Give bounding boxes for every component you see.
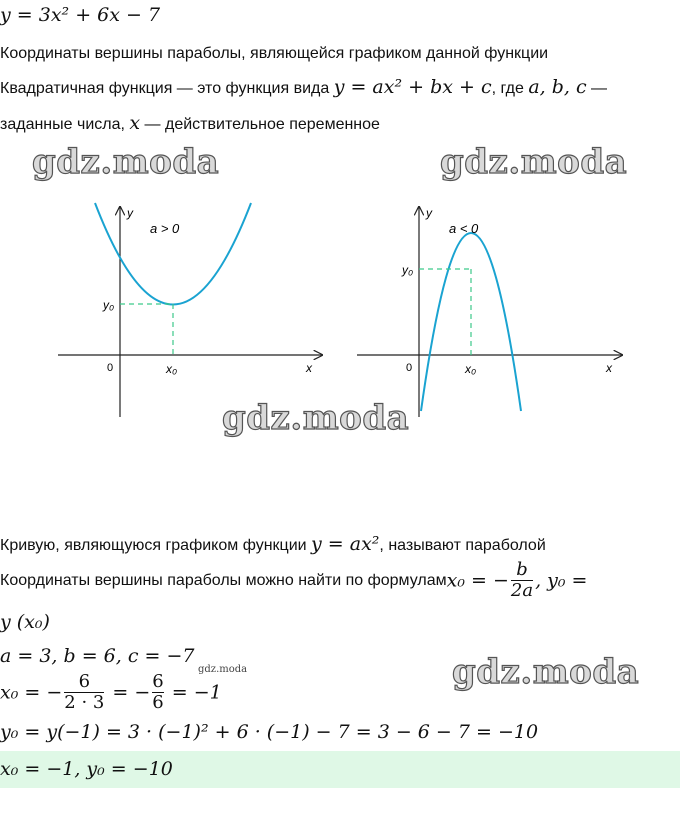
y0-label: y₀: [402, 263, 414, 277]
parabola-def-prefix: Кривую, являющуюся графиком функции: [0, 537, 312, 554]
definition-prefix: Квадратичная функция — это функция вида: [0, 80, 334, 97]
definition-var: x: [129, 112, 141, 134]
condition-label: a > 0: [150, 221, 180, 236]
graph-negative-a: [357, 206, 622, 417]
definition-line-2: [0, 112, 380, 134]
definition-dash: —: [586, 80, 608, 97]
solution-fraction-1: [64, 672, 104, 713]
vertex-formula-line-2: y (x₀): [0, 611, 50, 633]
watermark-top-right: gdz.moda: [440, 142, 628, 182]
vertex-y0-part: , y₀ =: [535, 569, 588, 592]
solution-x0-line: [0, 672, 222, 716]
definition-line2-prefix: заданные числа,: [0, 116, 130, 133]
definition-coeffs: a, b, c: [528, 76, 587, 98]
vertex-formula-line-1: [0, 560, 587, 601]
definition-line2-suffix: — действительное переменное: [140, 116, 380, 133]
y-axis-label: y: [426, 206, 432, 220]
watermark-small: gdz.moda: [198, 664, 248, 675]
parabola-def-formula: y = ax²: [311, 533, 380, 555]
parabola-down-curve: [421, 233, 521, 411]
definition-mid: , где: [491, 80, 529, 97]
parabola-definition: [0, 533, 546, 555]
solution-x0-result: = −1: [165, 681, 222, 704]
watermark-middle: gdz.moda: [222, 398, 410, 438]
solution-x0-lhs: x₀ = −: [0, 681, 63, 704]
watermark-top-left: gdz.moda: [32, 142, 220, 182]
parabola-def-suffix: , называют параболой: [379, 537, 546, 554]
definition-line-1: [0, 76, 607, 98]
origin-label: 0: [107, 362, 114, 374]
vertex-fraction: [511, 560, 533, 601]
function-formula: y = 3x² + 6x − 7: [0, 4, 161, 26]
vertex-formula-prefix: Координаты вершины параболы можно найти по формулам: [0, 571, 447, 589]
solution-y0-line: y₀ = y(−1) = 3 · (−1)² + 6 · (−1) − 7 = 3 − 6 − 7 = −10: [0, 721, 539, 743]
condition-label: a < 0: [449, 221, 479, 236]
x-axis-label: x: [306, 361, 312, 375]
x-axis-label: x: [606, 361, 612, 375]
x0-label: x₀: [465, 362, 477, 376]
x0-label: x₀: [166, 362, 178, 376]
graph-positive-a: [58, 203, 322, 417]
y0-label: y₀: [103, 298, 115, 312]
task-statement: Координаты вершины параболы, являющейся графиком данной функции: [0, 45, 549, 62]
vertex-x0-lhs: x₀ = −: [446, 569, 509, 592]
parabola-up-curve: [95, 203, 251, 305]
answer: x₀ = −1, y₀ = −10: [0, 758, 173, 780]
fraction-numerator: b: [516, 559, 528, 580]
parabola-graphs: [0, 195, 680, 485]
fraction-denominator: 2a: [510, 580, 534, 601]
fraction-numerator: 6: [152, 672, 164, 692]
fraction-numerator: 6: [78, 672, 91, 692]
solution-fraction-2: [152, 672, 163, 713]
solution-eq-mid: = −: [106, 681, 151, 704]
fraction-denominator: 2 · 3: [64, 692, 105, 713]
y-axis-label: y: [127, 206, 133, 220]
solution-coefficients: a = 3, b = 6, c = −7: [0, 645, 195, 667]
definition-formula: y = ax² + bx + c: [333, 76, 492, 98]
fraction-denominator: 6: [152, 692, 164, 713]
watermark-bottom-right: gdz.moda: [452, 652, 640, 692]
origin-label: 0: [406, 362, 413, 374]
